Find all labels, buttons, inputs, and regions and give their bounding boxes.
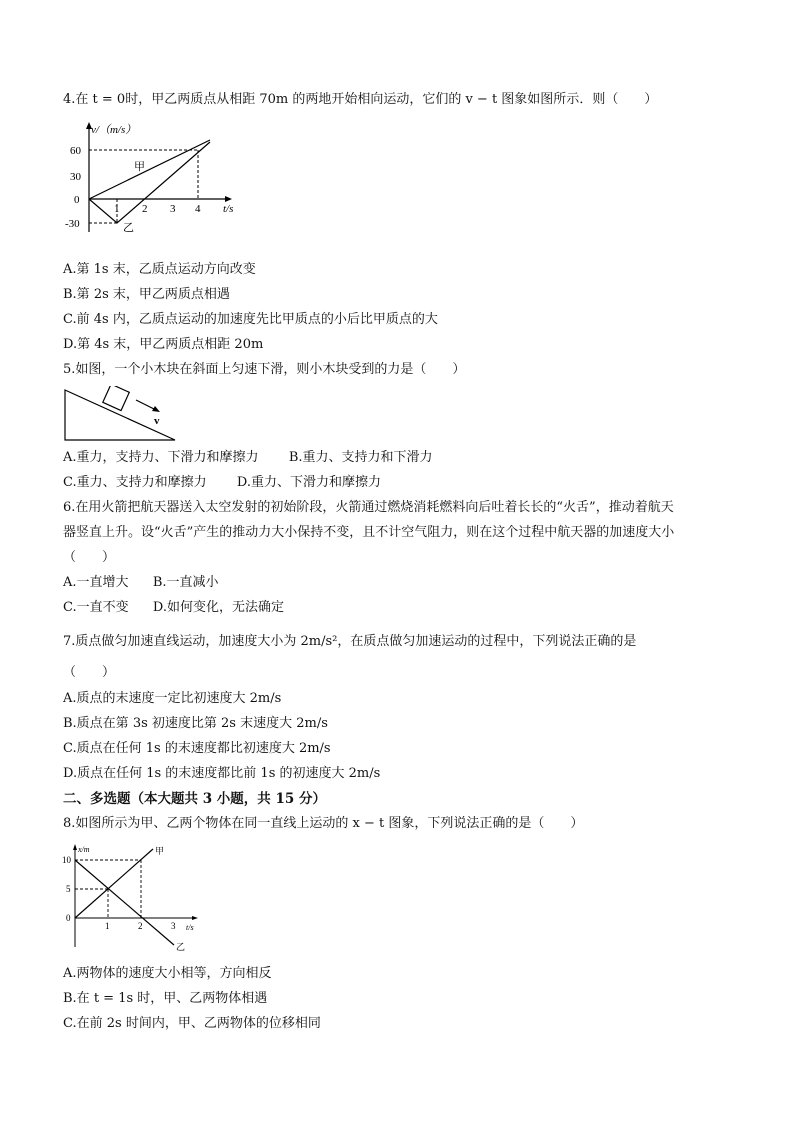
q4-ytick-30: 30 [70,171,81,183]
q8-option-c: C.在前 2s 时间内，甲、乙两物体的位移相同 [63,1016,321,1031]
q8-xtick-2: 2 [138,921,143,931]
q4-xlabel: t/s [223,203,234,215]
q5-option-a: A.重力，支持力、下滑力和摩擦力 [63,450,259,465]
q8-ytick-5: 5 [66,884,71,894]
q7-stem-line2: （ ） [63,665,116,680]
q5-stem: 5.如图，一个小木块在斜面上匀速下滑，则小木块受到的力是（ ） [63,362,466,377]
q5-incline-figure [63,386,183,444]
q8-stem: 8.如图所示为甲、乙两个物体在同一直线上运动的 x − t 图象，下列说法正确的是（ ） [63,816,584,831]
q8-label-jia: 甲 [155,846,165,856]
q7-option-d: D.质点在任何 1s 的末速度都比前 1s 的初速度大 2m/s [63,766,381,781]
q8-label-yi: 乙 [176,942,186,952]
q7-option-a: A.质点的末速度一定比初速度大 2m/s [63,691,282,706]
q7-option-b: B.质点在第 3s 初速度比第 2s 末速度大 2m/s [63,716,328,731]
q8-xtick-3: 3 [171,921,176,931]
q6-stem-line2: 器竖直上升。设“火舌”产生的推动力大小保持不变，且不计空气阻力，则在这个过程中航天器的加速度大小 [63,525,675,540]
q6-options-row2 [63,600,284,616]
q4-ylabel: v/（m/s） [91,124,137,136]
q8-ytick-0: 0 [66,913,71,923]
q4-xtick-3: 3 [170,203,176,215]
q8-ylabel: x/m [78,845,90,854]
q8-xlabel: t/s [186,923,194,932]
q4-vt-graph [60,120,250,245]
q5-options-row2 [63,475,381,491]
q7-stem-line1: 7.质点做匀加速直线运动，加速度大小为 2m/s²，在质点做匀加速运动的过程中，下列说法正确的是 [63,634,637,649]
q5-option-d: D.重力、下滑力和摩擦力 [236,475,381,490]
q5-option-c: C.重力、支持力和摩擦力 [63,475,207,490]
q8-xtick-1: 1 [105,921,110,931]
q4-ytick-neg30: -30 [65,218,80,230]
q4-option-a: A.第 1s 末，乙质点运动方向改变 [63,262,256,277]
q5-option-b: B.重力、支持力和下滑力 [288,450,433,465]
section-heading: 二、多选题（本大题共 3 小题，共 15 分） [63,791,326,807]
q6-options-row1 [63,575,219,591]
q4-option-d: D.第 4s 末，甲乙两质点相距 20m [63,337,264,352]
q8-ytick-10: 10 [62,855,71,865]
q4-label-jia: 甲 [134,161,145,173]
q6-option-c: C.一直不变 [63,600,129,615]
q4-ytick-0: 0 [74,194,80,206]
q5-velocity-label: v [154,415,160,427]
q6-stem-line1: 6.在用火箭把航天器送入太空发射的初始阶段，火箭通过燃烧消耗燃料向后吐着长长的“火舌”，推动着航天 [63,500,674,515]
q8-option-a: A.两物体的速度大小相等，方向相反 [63,966,272,981]
q4-stem: 4.在 t = 0时，甲乙两质点从相距 70m 的两地开始相向运动，它们的 v − t 图象如图所示．则（ ） [63,92,658,107]
q8-xt-graph [60,842,200,952]
q4-ytick-60: 60 [70,145,81,157]
q6-stem-line3: （ ） [63,550,116,565]
q4-xtick-1: 1 [114,203,120,215]
q6-option-b: B.一直减小 [152,575,219,590]
q4-xtick-2: 2 [142,203,148,215]
q4-option-c: C.前 4s 内，乙质点运动的加速度先比甲质点的小后比甲质点的大 [63,312,438,327]
q4-xtick-4: 4 [195,203,201,215]
q7-option-c: C.质点在任何 1s 的末速度都比初速度大 2m/s [63,741,331,756]
q4-option-b: B.第 2s 末，甲乙两质点相遇 [63,287,230,302]
q6-option-d: D.如何变化，无法确定 [152,600,284,615]
q6-option-a: A.一直增大 [63,575,129,590]
q4-label-yi: 乙 [123,222,134,234]
q8-option-b: B.在 t = 1s 时，甲、乙两物体相遇 [63,991,268,1006]
q5-options-row1 [63,450,433,466]
